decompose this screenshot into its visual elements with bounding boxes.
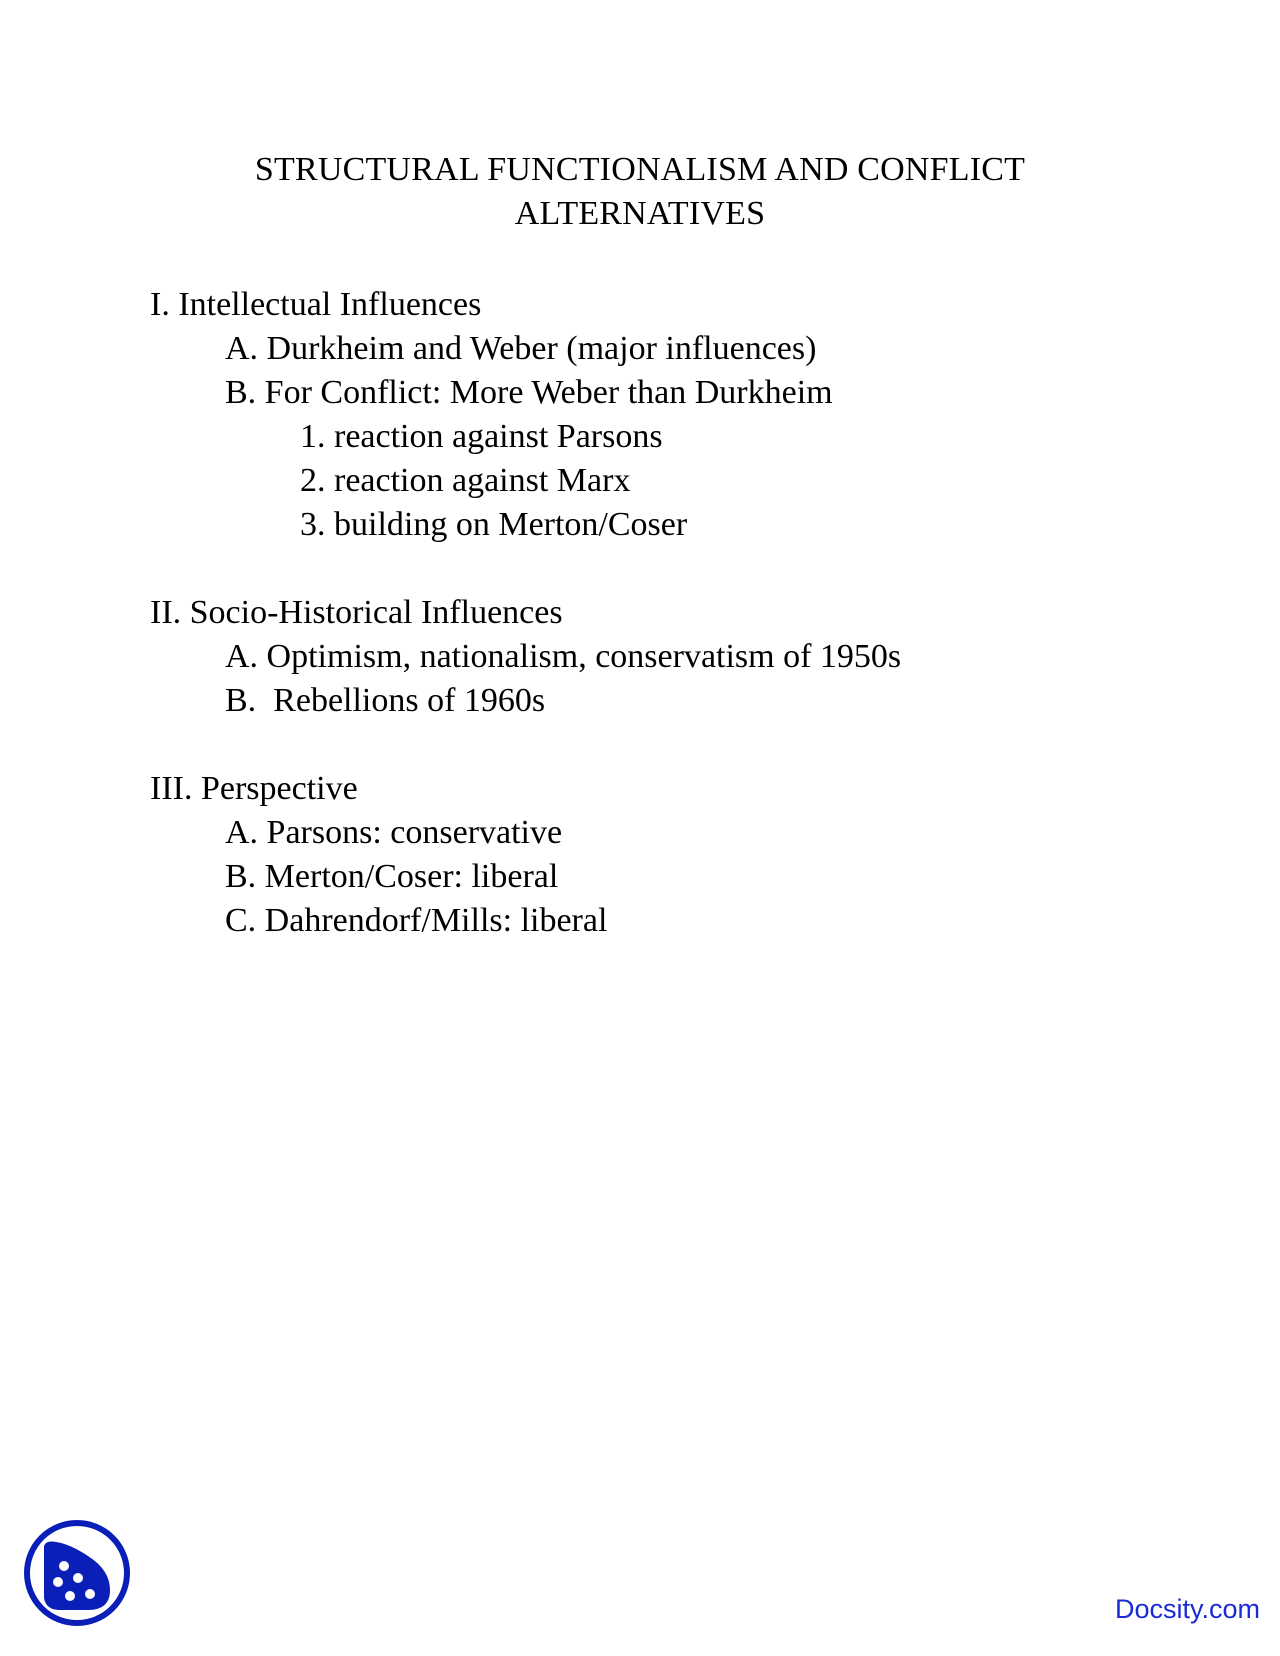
outline-item: B. Merton/Coser: liberal bbox=[225, 858, 559, 895]
section-spacer bbox=[150, 723, 1200, 767]
outline-item: A. Optimism, nationalism, conservatism of 1950s bbox=[225, 638, 902, 675]
outline-item: B. For Conflict: More Weber than Durkheim bbox=[225, 374, 833, 411]
section-spacer bbox=[150, 547, 1200, 591]
outline-subitem: 1. reaction against Parsons bbox=[300, 418, 663, 455]
docsity-link[interactable]: Docsity.com bbox=[1114, 1594, 1260, 1624]
outline-item: A. Durkheim and Weber (major influences) bbox=[225, 330, 817, 367]
section-heading: II. Socio-Historical Influences bbox=[150, 594, 563, 631]
title-line-2: ALTERNATIVES bbox=[514, 195, 766, 232]
docsity-logo-icon[interactable] bbox=[22, 1518, 132, 1628]
section-heading: I. Intellectual Influences bbox=[150, 286, 482, 323]
outline-subitem: 3. building on Merton/Coser bbox=[300, 506, 688, 543]
document-title bbox=[0, 148, 1280, 236]
outline-item: C. Dahrendorf/Mills: liberal bbox=[225, 902, 608, 939]
outline-item: A. Parsons: conservative bbox=[225, 814, 563, 851]
title-line-1: STRUCTURAL FUNCTIONALISM AND CONFLICT bbox=[254, 151, 1026, 188]
outline bbox=[150, 283, 1200, 943]
outline-item: B. Rebellions of 1960s bbox=[225, 682, 546, 719]
section-heading: III. Perspective bbox=[150, 770, 358, 807]
outline-subitem: 2. reaction against Marx bbox=[300, 462, 631, 499]
